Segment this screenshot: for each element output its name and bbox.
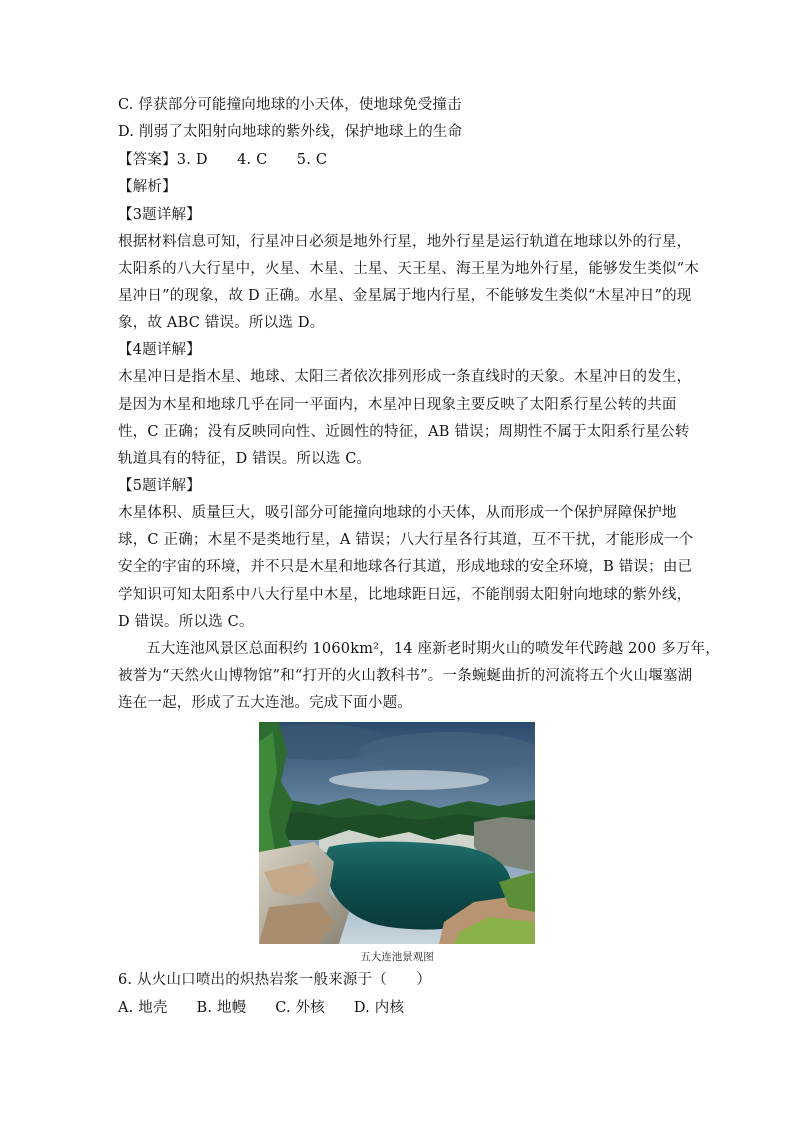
q3-line: 象，故 ABC 错误。所以选 D。 xyxy=(118,315,325,331)
option-c: C. 外核 xyxy=(275,1000,325,1016)
q5-line: 安全的宇宙的环境，并不只是木星和地球各行其道，形成地球的安全环境，B 错误；由已 xyxy=(118,559,693,575)
option-a: A. 地壳 xyxy=(118,1000,168,1016)
analysis-heading: 【解析】 xyxy=(118,179,177,195)
passage-line: 五大连池风景区总面积约 1060km²，14 座新老时期火山的喷发年代跨越 200 多万年， xyxy=(146,641,721,657)
option-d-text: D. 削弱了太阳射向地球的紫外线，保护地球上的生命 xyxy=(118,124,463,140)
option-d: D. 内核 xyxy=(353,1000,405,1016)
wudalianchi-landscape-image xyxy=(259,722,535,944)
passage-line: 连在一起，形成了五大连池。完成下面小题。 xyxy=(118,695,412,711)
q4-line: 性，C 正确；没有反映同向性、近圆性的特征，AB 错误；周期性不属于太阳系行星公转 xyxy=(118,424,690,440)
q5-line: D 错误。所以选 C。 xyxy=(118,614,254,630)
option-c-text: C. 俘获部分可能撞向地球的小天体，使地球免受撞击 xyxy=(118,97,462,113)
q3-line: 根据材料信息可知，行星冲日必须是地外行星，地外行星是运行轨道在地球以外的行星， xyxy=(118,234,692,250)
q4-line: 木星冲日是指木星、地球、太阳三者依次排列形成一条直线时的天象。木星冲日的发生， xyxy=(118,369,692,385)
passage-line: 被誉为“天然火山博物馆”和“打开的火山教科书”。一条蜿蜒曲折的河流将五个火山堰塞湖 xyxy=(118,668,693,684)
q3-line: 太阳系的八大行星中，火星、木星、土星、天王星、海王星为地外行星，能够发生类似“木 xyxy=(118,261,699,277)
q5-line: 球，C 正确；木星不是类地行星，A 错误；八大行星各行其道，互不干扰，才能形成一个 xyxy=(118,532,694,548)
answer-line: 【答案】3. D 4. C 5. C xyxy=(118,152,328,168)
q5-line: 木星体积、质量巨大，吸引部分可能撞向地球的小天体，从而形成一个保护屏障保护地 xyxy=(118,505,677,521)
question-6-stem: 6. 从火山口喷出的炽热岩浆一般来源于（ ） xyxy=(118,972,432,988)
option-b: B. 地幔 xyxy=(196,1000,247,1016)
question-6-options xyxy=(118,999,678,1017)
q4-line: 是因为木星和地球几乎在同一平面内，木星冲日现象主要反映了太阳系行星公转的共面 xyxy=(118,397,677,413)
q5-heading: 【5题详解】 xyxy=(118,478,201,494)
q3-line: 星冲日”的现象，故 D 正确。水星、金星属于地内行星，不能够发生类似“木星冲日”的现 xyxy=(118,288,692,304)
q4-heading: 【4题详解】 xyxy=(118,342,201,358)
q5-line: 学知识可知太阳系中八大行星中木星，比地球距日远，不能削弱太阳射向地球的紫外线， xyxy=(118,587,692,603)
figure-caption: 五大连池景观图 xyxy=(360,951,434,963)
q4-line: 轨道具有的特征，D 错误。所以选 C。 xyxy=(118,451,372,467)
q3-heading: 【3题详解】 xyxy=(118,207,201,223)
